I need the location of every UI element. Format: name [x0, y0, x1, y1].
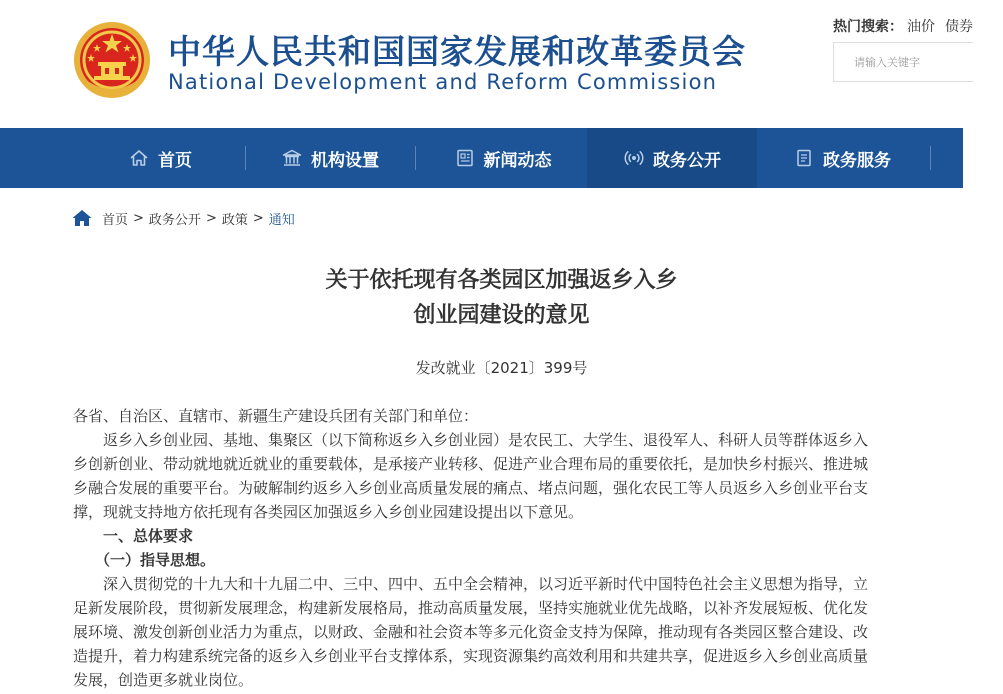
article-paragraph-line: 展环境、激发创新创业活力为重点，以财政、金融和社会资本等多元化资金支持为保障，推动现有各类园区整合建设、改: [73, 623, 869, 641]
hot-search: [833, 16, 973, 36]
site-title-cn[interactable]: 中华人民共和国国家发展和改革委员会: [168, 32, 746, 71]
site-header: [0, 0, 973, 128]
hot-term-link[interactable]: 油价: [907, 19, 935, 35]
hot-search-label: 热门搜索：: [833, 19, 903, 35]
nav-item-label: 机构设置: [311, 150, 379, 171]
breadcrumb-separator: >: [133, 210, 144, 226]
home-icon[interactable]: [72, 209, 92, 227]
search-input[interactable]: [834, 43, 973, 81]
breadcrumb-current: 通知: [268, 212, 295, 228]
national-emblem-icon[interactable]: [72, 18, 152, 102]
section-heading: 一、总体要求: [103, 527, 194, 545]
site-title-en[interactable]: National Development and Reform Commission: [168, 70, 718, 94]
main-nav: [0, 128, 963, 188]
breadcrumb-separator: >: [205, 210, 217, 226]
nav-item-label: 新闻动态: [483, 150, 552, 171]
nav-item-news[interactable]: [425, 128, 580, 188]
nav-divider: [245, 146, 246, 170]
article-addressee: 各省、自治区、直辖市、新疆生产建设兵团有关部门和单位：: [73, 407, 479, 425]
hot-term-link[interactable]: 债券: [945, 19, 973, 35]
breadcrumb-separator: >: [252, 210, 264, 226]
nav-item-organization[interactable]: [255, 128, 405, 188]
article-paragraph-line: 返乡入乡创业园、基地、集聚区（以下简称返乡入乡创业园）是农民工、大学生、退役军人、科研人员等群体返乡入: [103, 431, 869, 449]
article-paragraph-line: 造提升，着力构建系统完备的返乡入乡创业平台支撑体系，实现资源集约高效利用和共建共享，促进返乡入乡创业高质量: [73, 647, 869, 665]
nav-item-label: 首页: [158, 150, 192, 171]
document-icon: [793, 147, 815, 169]
article-paragraph-line: 发展，创造更多就业岗位。: [73, 671, 254, 689]
article-paragraph-line: 撑，现就支持地方依托现有各类园区加强返乡入乡创业园建设提出以下意见。: [73, 503, 584, 521]
subsection-heading: （一）指导思想。: [95, 551, 216, 569]
document-number: 发改就业〔2021〕399号: [415, 359, 588, 377]
home-icon: [128, 147, 150, 169]
nav-item-government-affairs[interactable]: [587, 128, 757, 188]
search-box: [833, 42, 973, 82]
article-paragraph-line: 乡创新创业、带动就地就近就业的重要载体，是承接产业转移、促进产业合理布局的重要依托，是加快乡村振兴、推进城: [73, 455, 869, 473]
news-icon: [454, 147, 476, 169]
article-body: [73, 404, 943, 692]
breadcrumb: [72, 208, 295, 228]
article-paragraph-line: 足新发展阶段，贯彻新发展理念，构建新发展格局，推动高质量发展，坚持实施就业优先战略，以补齐发展短板、优化发: [73, 599, 869, 617]
breadcrumb-link-home[interactable]: 首页: [102, 212, 129, 228]
nav-item-home[interactable]: [95, 128, 225, 188]
broadcast-icon: [623, 147, 645, 169]
nav-divider: [415, 146, 416, 170]
nav-item-label: 政务服务: [823, 150, 891, 171]
building-icon: [281, 147, 303, 169]
breadcrumb-link-policy[interactable]: 政策: [221, 212, 248, 228]
article-paragraph-line: 深入贯彻党的十九大和十九届二中、三中、四中、五中全会精神，以习近平新时代中国特色社会主义思想为指导，立: [103, 575, 869, 593]
nav-item-label: 政务公开: [653, 150, 721, 171]
nav-divider: [930, 146, 931, 170]
article-paragraph-line: 乡融合发展的重要平台。为破解制约返乡入乡创业高质量发展的痛点、堵点问题，强化农民工等人员返乡入乡创业平台支: [73, 479, 869, 497]
article-title: 创业园建设的意见: [413, 303, 590, 328]
article-title: 关于依托现有各类园区加强返乡入乡: [325, 268, 678, 293]
breadcrumb-link-government-affairs[interactable]: 政务公开: [148, 212, 201, 228]
nav-item-government-services[interactable]: [767, 128, 917, 188]
